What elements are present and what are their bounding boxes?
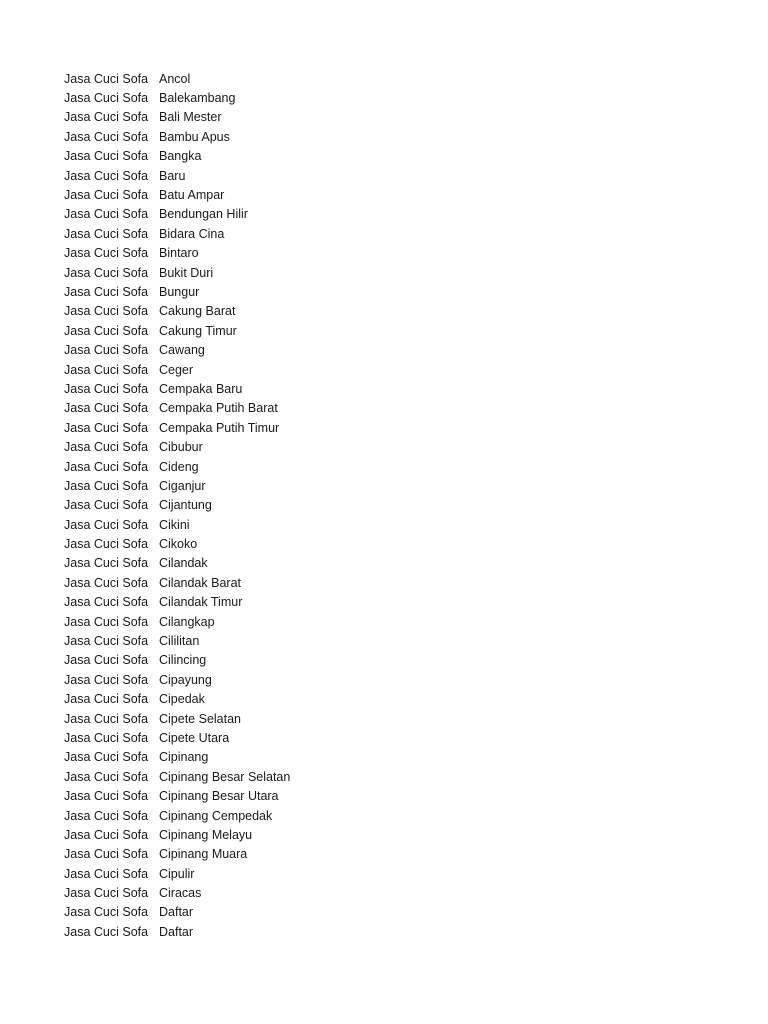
place-name: Cikini [159, 517, 190, 532]
place-name: Cakung Barat [159, 304, 236, 319]
place-name: Bambu Apus [159, 129, 230, 144]
service-label: Jasa Cuci Sofa [64, 769, 149, 784]
service-label: Jasa Cuci Sofa [64, 692, 149, 707]
service-label: Jasa Cuci Sofa [64, 304, 149, 319]
place-name: Bali Mester [159, 110, 222, 125]
place-name: Balekambang [159, 91, 236, 106]
place-name: Cakung Timur [159, 323, 237, 338]
list-item [64, 728, 290, 747]
list-item [64, 593, 290, 612]
list-item [64, 767, 290, 786]
service-label: Jasa Cuci Sofa [64, 401, 149, 416]
list-item [64, 748, 290, 767]
place-name: Bendungan Hilir [159, 207, 248, 222]
list-item [64, 476, 290, 495]
service-label: Jasa Cuci Sofa [64, 207, 149, 222]
list-item [64, 302, 290, 321]
place-name: Cibubur [159, 440, 203, 455]
service-label: Jasa Cuci Sofa [64, 866, 149, 881]
place-name: Cipete Selatan [159, 711, 242, 726]
place-name: Cipinang [159, 750, 209, 765]
place-name: Ciganjur [159, 478, 206, 493]
list-item [64, 437, 290, 456]
service-label: Jasa Cuci Sofa [64, 575, 149, 590]
place-name: Cililitan [159, 634, 200, 649]
place-name: Cipinang Melayu [159, 827, 253, 842]
service-label: Jasa Cuci Sofa [64, 246, 149, 261]
place-name: Cijantung [159, 498, 212, 513]
service-label: Jasa Cuci Sofa [64, 537, 149, 552]
service-label: Jasa Cuci Sofa [64, 323, 149, 338]
place-name: Cempaka Baru [159, 381, 243, 396]
place-name: Cilandak Barat [159, 575, 241, 590]
list-item [64, 185, 290, 204]
place-name: Cipete Utara [159, 730, 230, 745]
service-label: Jasa Cuci Sofa [64, 614, 149, 629]
place-name: Baru [159, 168, 186, 183]
list-item [64, 360, 290, 379]
place-name: Cipinang Besar Selatan [159, 769, 291, 784]
list-item [64, 631, 290, 650]
list-item [64, 515, 290, 534]
service-label: Jasa Cuci Sofa [64, 789, 149, 804]
service-label: Jasa Cuci Sofa [64, 459, 149, 474]
service-label: Jasa Cuci Sofa [64, 556, 149, 571]
service-label: Jasa Cuci Sofa [64, 362, 149, 377]
list-item [64, 69, 290, 88]
list-item [64, 612, 290, 631]
service-label: Jasa Cuci Sofa [64, 149, 149, 164]
place-name: Cilangkap [159, 614, 215, 629]
list-item [64, 282, 290, 301]
list-item [64, 205, 290, 224]
list-item [64, 922, 290, 941]
list-item [64, 709, 290, 728]
place-name: Cipedak [159, 692, 205, 707]
place-name: Ancol [159, 71, 191, 86]
list-item [64, 108, 290, 127]
service-label: Jasa Cuci Sofa [64, 634, 149, 649]
service-label: Jasa Cuci Sofa [64, 653, 149, 668]
service-label: Jasa Cuci Sofa [64, 420, 149, 435]
list-item [64, 379, 290, 398]
place-name: Cilandak Timur [159, 595, 243, 610]
list-item [64, 864, 290, 883]
list-item [64, 573, 290, 592]
place-name: Cilandak [159, 556, 208, 571]
list-item [64, 244, 290, 263]
service-label: Jasa Cuci Sofa [64, 517, 149, 532]
list-item [64, 166, 290, 185]
list-item [64, 903, 290, 922]
service-label: Jasa Cuci Sofa [64, 381, 149, 396]
list-item [64, 457, 290, 476]
list-item [64, 883, 290, 902]
service-label: Jasa Cuci Sofa [64, 129, 149, 144]
service-label: Jasa Cuci Sofa [64, 498, 149, 513]
place-name: Cipulir [159, 866, 195, 881]
location-list [64, 69, 290, 942]
place-name: Cikoko [159, 537, 198, 552]
service-label: Jasa Cuci Sofa [64, 71, 149, 86]
service-label: Jasa Cuci Sofa [64, 905, 149, 920]
list-item [64, 399, 290, 418]
list-item [64, 321, 290, 340]
place-name: Cideng [159, 459, 199, 474]
list-item [64, 496, 290, 515]
place-name: Cilincing [159, 653, 207, 668]
list-item [64, 147, 290, 166]
service-label: Jasa Cuci Sofa [64, 284, 149, 299]
service-label: Jasa Cuci Sofa [64, 730, 149, 745]
list-item [64, 825, 290, 844]
service-label: Jasa Cuci Sofa [64, 110, 149, 125]
list-item [64, 88, 290, 107]
list-item [64, 806, 290, 825]
place-name: Daftar [159, 924, 194, 939]
list-item [64, 418, 290, 437]
service-label: Jasa Cuci Sofa [64, 595, 149, 610]
service-label: Jasa Cuci Sofa [64, 188, 149, 203]
place-name: Cipinang Besar Utara [159, 789, 279, 804]
place-name: Bukit Duri [159, 265, 214, 280]
service-label: Jasa Cuci Sofa [64, 440, 149, 455]
list-item [64, 845, 290, 864]
service-label: Jasa Cuci Sofa [64, 91, 149, 106]
service-label: Jasa Cuci Sofa [64, 808, 149, 823]
place-name: Daftar [159, 905, 194, 920]
list-item [64, 786, 290, 805]
service-label: Jasa Cuci Sofa [64, 750, 149, 765]
service-label: Jasa Cuci Sofa [64, 847, 149, 862]
place-name: Ceger [159, 362, 194, 377]
service-label: Jasa Cuci Sofa [64, 924, 149, 939]
list-item [64, 263, 290, 282]
service-label: Jasa Cuci Sofa [64, 343, 149, 358]
place-name: Ciracas [159, 886, 202, 901]
place-name: Cipinang Muara [159, 847, 248, 862]
place-name: Cipayung [159, 672, 212, 687]
list-item [64, 340, 290, 359]
list-item [64, 127, 290, 146]
list-item [64, 224, 290, 243]
service-label: Jasa Cuci Sofa [64, 226, 149, 241]
service-label: Jasa Cuci Sofa [64, 827, 149, 842]
place-name: Cempaka Putih Barat [159, 401, 278, 416]
place-name: Cawang [159, 343, 205, 358]
service-label: Jasa Cuci Sofa [64, 168, 149, 183]
service-label: Jasa Cuci Sofa [64, 711, 149, 726]
list-item [64, 670, 290, 689]
place-name: Bidara Cina [159, 226, 225, 241]
service-label: Jasa Cuci Sofa [64, 672, 149, 687]
service-label: Jasa Cuci Sofa [64, 265, 149, 280]
place-name: Bungur [159, 284, 200, 299]
list-item [64, 690, 290, 709]
list-item [64, 534, 290, 553]
place-name: Cempaka Putih Timur [159, 420, 280, 435]
list-item [64, 651, 290, 670]
service-label: Jasa Cuci Sofa [64, 478, 149, 493]
place-name: Bintaro [159, 246, 199, 261]
place-name: Cipinang Cempedak [159, 808, 273, 823]
list-item [64, 554, 290, 573]
service-label: Jasa Cuci Sofa [64, 886, 149, 901]
place-name: Bangka [159, 149, 202, 164]
place-name: Batu Ampar [159, 188, 225, 203]
